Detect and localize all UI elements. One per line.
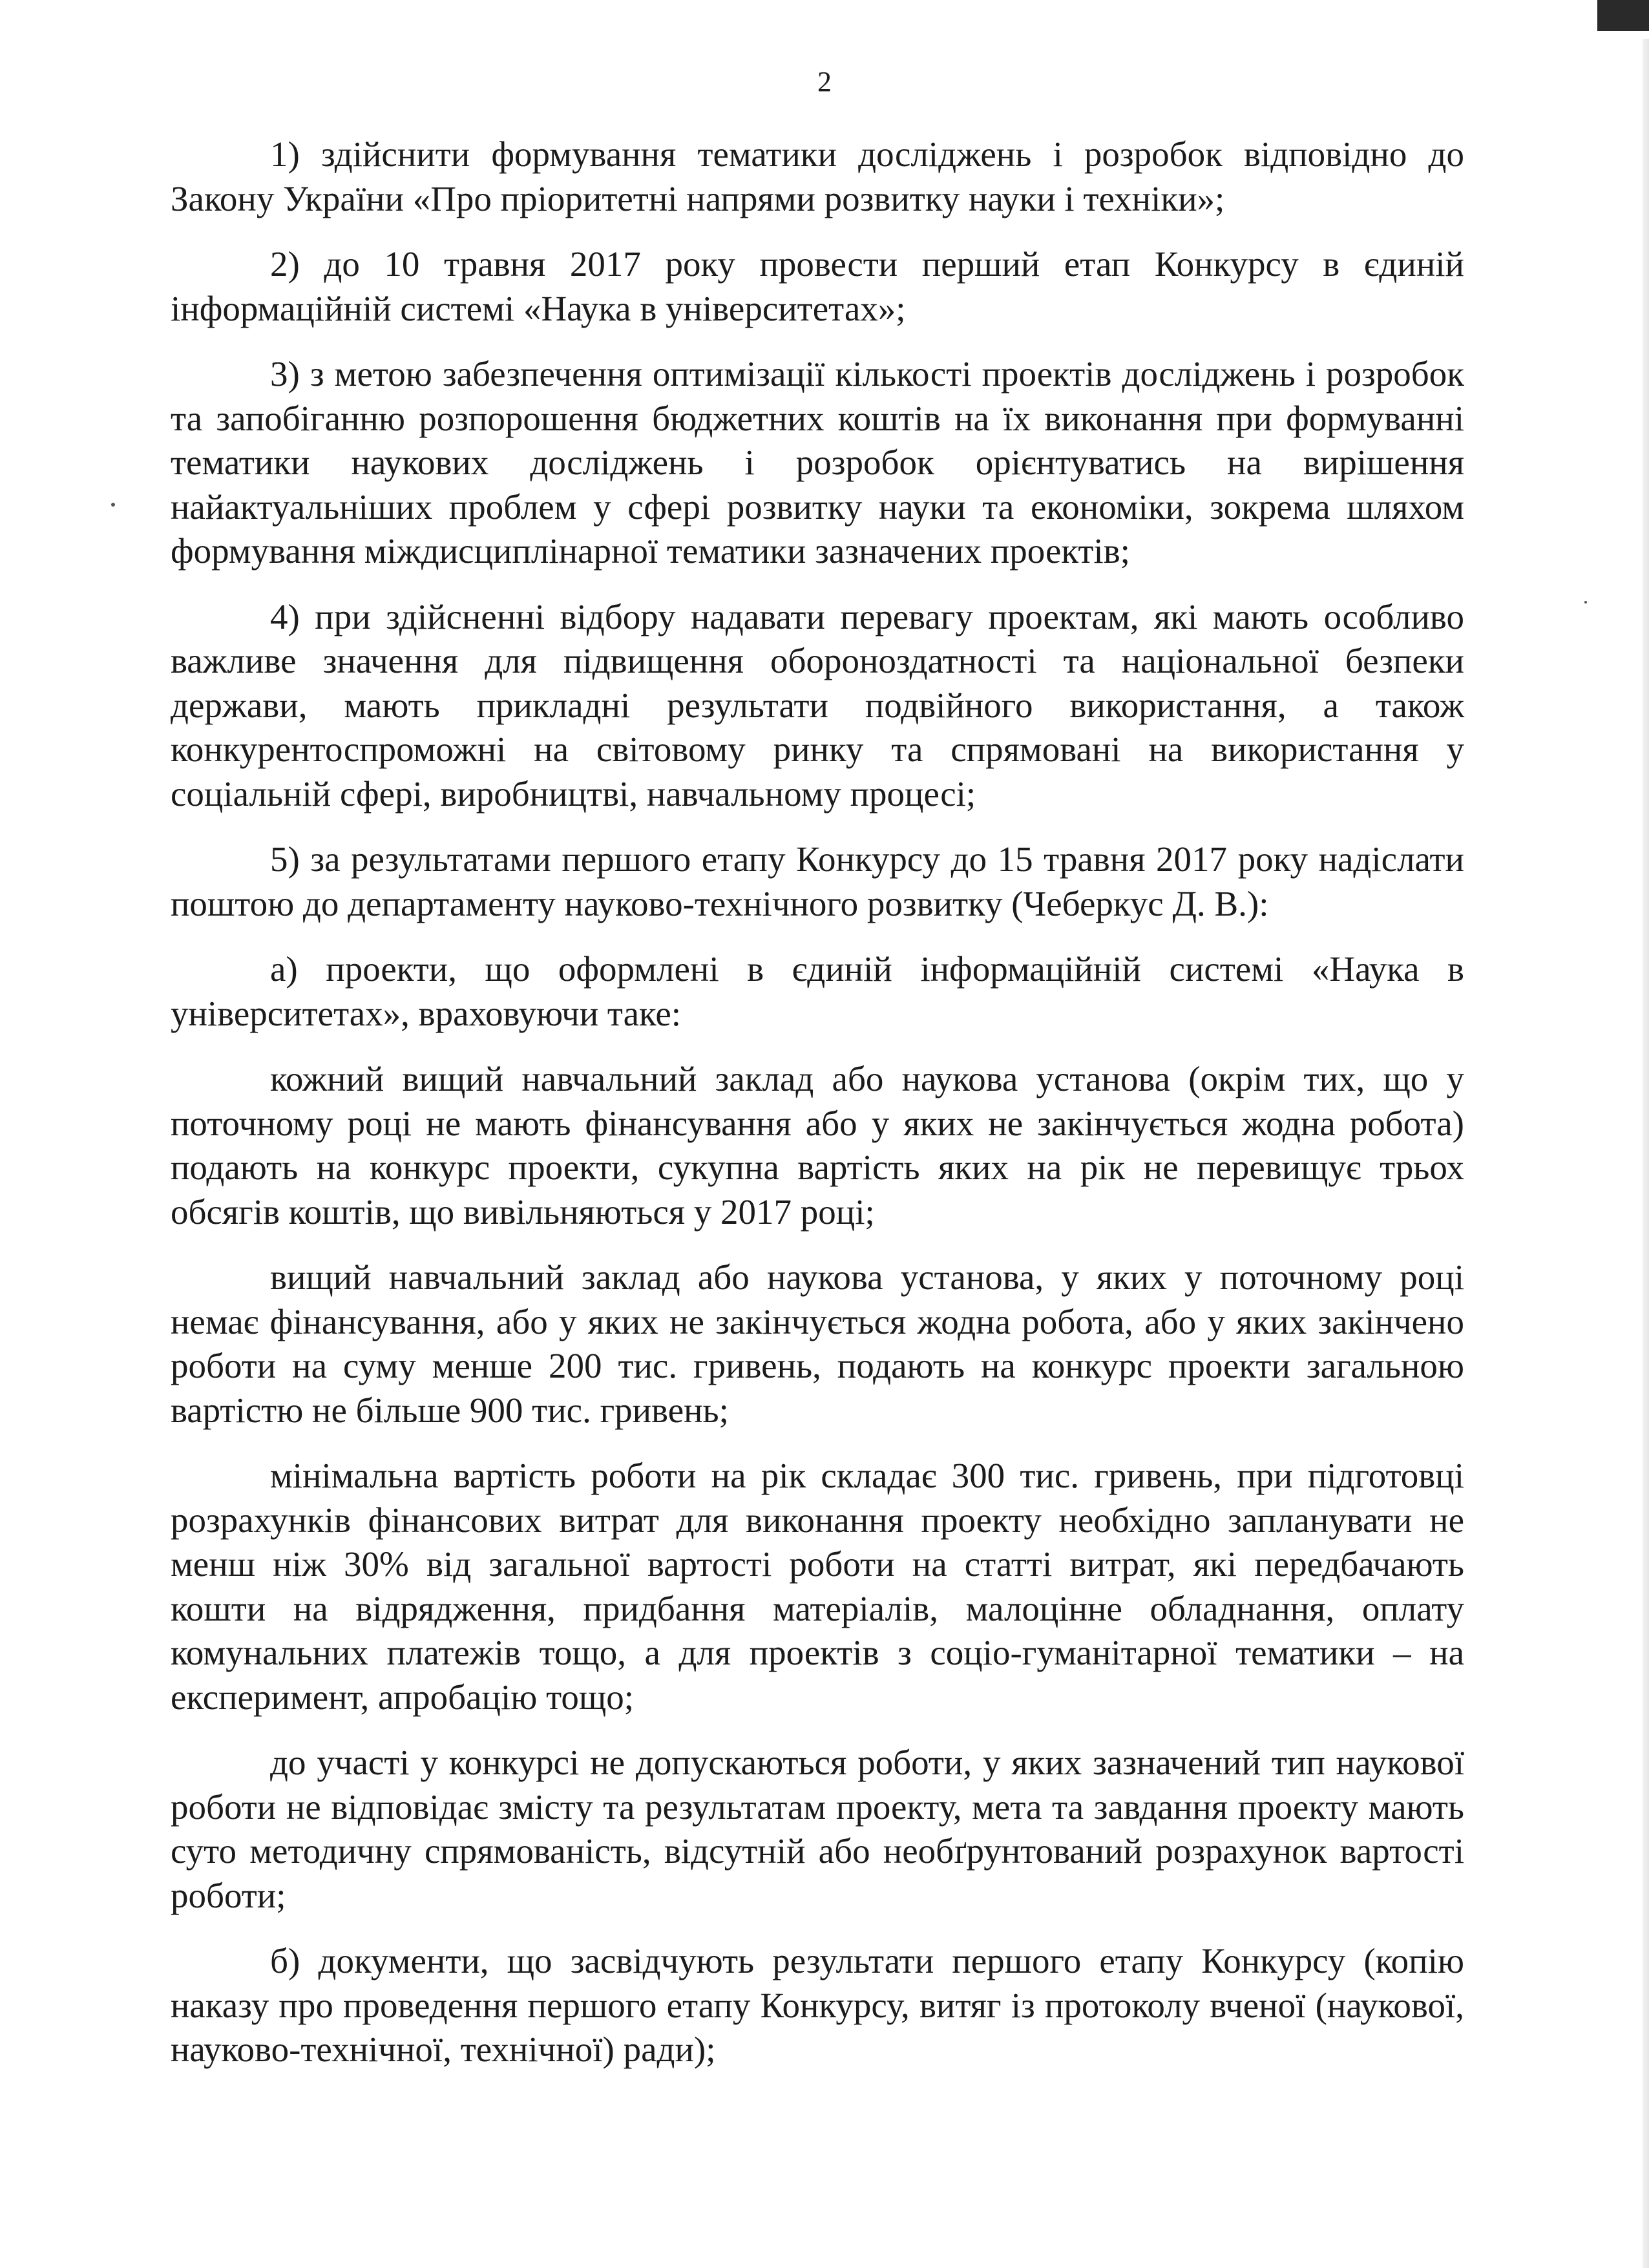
paragraph-item-3: 3) з метою забезпечення оптимізації кількості проектів досліджень і розробок та запобіганню розпорошення бюджетних коштів на їх виконання при формуванні тематики наукових досліджень і розробок орієнтуватись на вирішення найактуальніших проблем у сфері розвитку науки та економіки, зокрема шляхом формування міждисциплінарної тематики зазначених проектів;: [171, 354, 1464, 571]
paragraph-item-1: 1) здійснити формування тематики досліджень і розробок відповідно до Закону України «Про пріоритетні напрями розвитку науки і техніки»;: [171, 134, 1464, 218]
paragraph-condition-1: кожний вищий навчальний заклад або наукова установа (окрім тих, що у поточному році не мають фінансування або у яких не закінчується жодна робота) подають на конкурс проекти, сукупна вартість яких на рік не перевищує трьох обсягів коштів, що вивільняються у 2017 році;: [171, 1059, 1464, 1232]
document-body: [171, 132, 1464, 2092]
paragraph-item-5: 5) за результатами першого етапу Конкурсу до 15 травня 2017 року надіслати поштою до департаменту науково-технічного розвитку (Чеберкус Д. В.):: [171, 839, 1464, 923]
page-number: 2: [817, 66, 832, 98]
paragraph-subitem-a: а) проекти, що оформлені в єдиній інформаційній системі «Наука в університетах», враховуючи таке:: [171, 949, 1464, 1033]
paragraph-item-4: 4) при здійсненні відбору надавати перевагу проектам, які мають особливо важливе значення для підвищення обороноздатності та національної безпеки держави, мають прикладні результати подвійного використання, а також конкурентоспроможні на світовому ринку та спрямовані на використання у соціальній сфері, виробництві, навчальному процесі;: [171, 596, 1464, 814]
paragraph-condition-2: вищий навчальний заклад або наукова установа, у яких у поточному році немає фінансування, або у яких не закінчується жодна робота, або у яких закінчено роботи на суму менше 200 тис. гривень, подають на конкурс проекти загальною вартістю не більше 900 тис. гривень;: [171, 1257, 1464, 1430]
paragraph-condition-4: до участі у конкурсі не допускаються роботи, у яких зазначений тип наукової роботи не відповідає змісту та результатам проекту, мета та завдання проекту мають суто методичну спрямованість, відсутній або необґрунтований розрахунок вартості роботи;: [171, 1743, 1464, 1915]
paragraph-condition-3: мінімальна вартість роботи на рік складає 300 тис. гривень, при підготовці розрахунків фінансових витрат для виконання проекту необхідно запланувати не менш ніж 30% від загальної вартості роботи на статті витрат, які передбачають кошти на відрядження, придбання матеріалів, малоцінне обладнання, оплату комунальних платежів тощо, а для проектів з соціо-гуманітарної тематики – на експеримент, апробацію тощо;: [171, 1456, 1464, 1717]
scan-edge-mark: [1597, 0, 1649, 31]
scan-speck: [1584, 601, 1587, 604]
paragraph-subitem-b: б) документи, що засвідчують результати першого етапу Конкурсу (копію наказу про проведення першого етапу Конкурсу, витяг із протоколу вченої (наукової, науково-технічної, технічної) ради);: [171, 1941, 1464, 2069]
paragraph-item-2: 2) до 10 травня 2017 року провести перший етап Конкурсу в єдиній інформаційній системі «Наука в університетах»;: [171, 244, 1464, 328]
scan-speck: [111, 503, 115, 507]
scan-edge-shadow: [1643, 39, 1649, 2268]
